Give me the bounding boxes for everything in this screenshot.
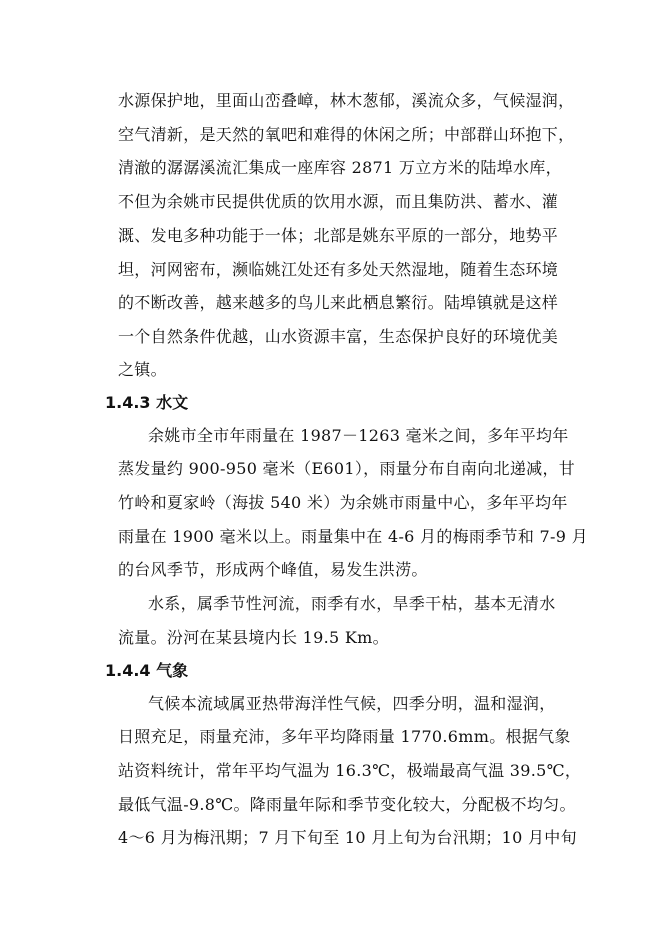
section-heading-climate: 1.4.4 气象 (105, 661, 189, 680)
text-line: 水源保护地，里面山峦叠嶂，林木葱郁，溪流众多，气候湿润， (118, 91, 575, 110)
text-line: 清澈的潺潺溪流汇集成一座库容 2871 万立方米的陆埠水库， (118, 158, 562, 177)
text-line: 站资料统计，常年平均气温为 16.3℃，极端最高气温 39.5℃， (118, 761, 582, 780)
text-line: 雨量在 1900 毫米以上。雨量集中在 4-6 月的梅雨季节和 7-9 月 (118, 527, 588, 546)
text-line: 溉、发电多种功能于一体；北部是姚东平原的一部分，地势平 (118, 226, 559, 245)
text-line: 余姚市全市年雨量在 1987－1263 毫米之间，多年平均年 (148, 426, 569, 445)
text-line: 4～6 月为梅汛期；7 月下旬至 10 月上旬为台汛期；10 月中旬 (118, 828, 577, 847)
text-line: 之镇。 (118, 360, 167, 379)
text-line: 流量。汾河在某县境内长 19.5 Km。 (118, 628, 389, 647)
text-line: 气候本流域属亚热带海洋性气候，四季分明，温和湿润， (148, 694, 556, 713)
text-line: 竹岭和夏家岭（海拔 540 米）为余姚市雨量中心，多年平均年 (118, 493, 568, 512)
text-line: 的不断改善，越来越多的鸟儿来此栖息繁衍。陆埠镇就是这样 (118, 293, 559, 312)
text-line: 空气清新，是天然的氧吧和难得的休闲之所；中部群山环抱下， (118, 125, 575, 144)
text-line: 不但为余姚市民提供优质的饮用水源，而且集防洪、蓄水、灌 (118, 192, 559, 211)
text-line: 日照充足，雨量充沛，多年平均降雨量 1770.6mm。根据气象 (118, 727, 571, 746)
text-line: 最低气温-9.8℃。降雨量年际和季节变化较大，分配极不均匀。 (118, 795, 576, 814)
text-line: 一个自然条件优越，山水资源丰富，生态保护良好的环境优美 (118, 327, 559, 346)
text-line: 的台风季节，形成两个峰值，易发生洪涝。 (118, 560, 428, 579)
section-heading-hydrology: 1.4.3 水文 (105, 393, 189, 412)
text-line: 坦，河网密布，濒临姚江处还有多处天然湿地，随着生态环境 (118, 260, 559, 279)
text-line: 蒸发量约 900-950 毫米（E601），雨量分布自南向北递减，甘 (118, 459, 576, 478)
text-line: 水系，属季节性河流，雨季有水，旱季干枯，基本无清水 (148, 594, 556, 613)
